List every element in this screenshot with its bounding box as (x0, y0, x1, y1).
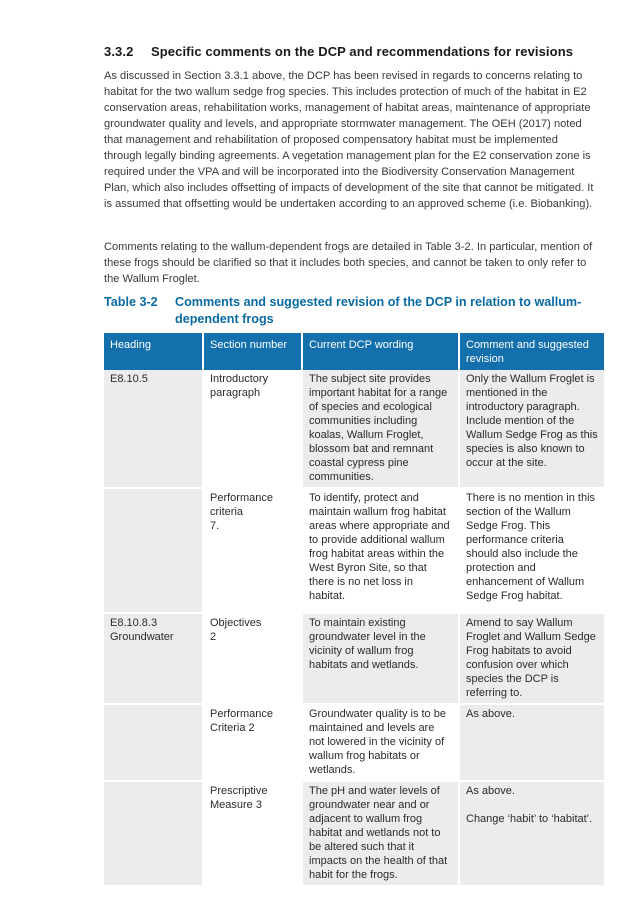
body-paragraph: As discussed in Section 3.3.1 above, the DCP has been revised in regards to concerns relating to habitat for the two wallum sedge frog species. This includes protection of much of the habitat in E2 conservation areas, rehabilitation works, management of habitat areas, maintenance of appropriate groundwater quality and levels, and appropriate stormwater management. The OEH (2017) noted that management and rehabilitation of proposed compensatory habitat must be implemented through legally binding agreements. A vegetation management plan for the E2 conservation zone is required under the VPA and will be incorporated into the Biodiversity Conservation Management Plan, which also includes offsetting of impacts of development of the site that cannot be mitigated. It is assumed that offsetting would be undertaken according to an approved scheme (i.e. Biobanking). (104, 70, 594, 210)
table-row (104, 781, 604, 886)
cell-section: Performance Criteria 2 (203, 704, 302, 781)
cell-heading (104, 488, 203, 613)
cell-heading (104, 781, 203, 886)
cell-comment-extra: Change ‘habit’ to ‘habitat’. (466, 813, 593, 825)
cell-wording: To identify, protect and maintain wallum frog habitat areas where appropriate and to provide additional wallum frog habitat areas within the West Byron Site, so that there is no net loss in habitat. (302, 488, 459, 613)
cell-heading: E8.10.8.3 Groundwater (104, 613, 203, 704)
dcp-comments-table (104, 333, 604, 887)
cell-comment: Only the Wallum Froglet is mentioned in the introductory paragraph. Include mention of the Wallum Sedge Frog as this species is also known to occur at the site. (459, 370, 604, 488)
cell-comment: There is no mention in this section of the Wallum Sedge Frog. This performance criteria should also include the protection and enhancement of Wallum Sedge Frog habitat. (459, 488, 604, 613)
header-heading: Heading (104, 333, 203, 370)
table-row (104, 370, 604, 488)
table-header-row (104, 333, 604, 370)
cell-comment (459, 781, 604, 886)
table-row (104, 704, 604, 781)
cell-heading (104, 704, 203, 781)
cell-wording: To maintain existing groundwater level in the vicinity of wallum frog habitats and wetlands. (302, 613, 459, 704)
cell-comment: Amend to say Wallum Froglet and Wallum Sedge Frog habitats to avoid confusion over which species the DCP is referring to. (459, 613, 604, 704)
table-row (104, 488, 604, 613)
header-comment: Comment and suggested revision (459, 333, 604, 370)
cell-comment: As above. (459, 704, 604, 781)
section-heading (104, 44, 604, 59)
cell-wording: The subject site provides important habitat for a range of species and ecological communities including koalas, Wallum Froglet, blossom bat and remnant coastal cypress pine communities. (302, 370, 459, 488)
cell-section: Prescriptive Measure 3 (203, 781, 302, 886)
cell-wording: The pH and water levels of groundwater near and or adjacent to wallum frog habitat and wetlands not to be altered such that it impacts on the health of that habit for the frogs. (302, 781, 459, 886)
cell-comment-text: As above. (466, 785, 515, 797)
table-caption-text: Comments and suggested revision of the DCP in relation to wallum-dependent frogs (175, 295, 582, 326)
table-caption-number: Table 3-2 (104, 295, 158, 309)
header-section-number: Section number (203, 333, 302, 370)
cell-section: Introductory paragraph (203, 370, 302, 488)
cell-section: Performance criteria 7. (203, 488, 302, 613)
cell-heading: E8.10.5 (104, 370, 203, 488)
table-row (104, 613, 604, 704)
header-current-wording: Current DCP wording (302, 333, 459, 370)
cell-wording: Groundwater quality is to be maintained and levels are not lowered in the vicinity of wallum frog habitats or wetlands. (302, 704, 459, 781)
cell-section: Objectives 2 (203, 613, 302, 704)
body-paragraph: Comments relating to the wallum-dependent frogs are detailed in Table 3-2. In particular, mention of these frogs should be clarified so that it includes both species, and cannot be taken to only refer to the Wallum Froglet. (104, 241, 593, 285)
section-number: 3.3.2 (104, 44, 134, 59)
section-title: Specific comments on the DCP and recommendations for revisions (151, 44, 574, 59)
